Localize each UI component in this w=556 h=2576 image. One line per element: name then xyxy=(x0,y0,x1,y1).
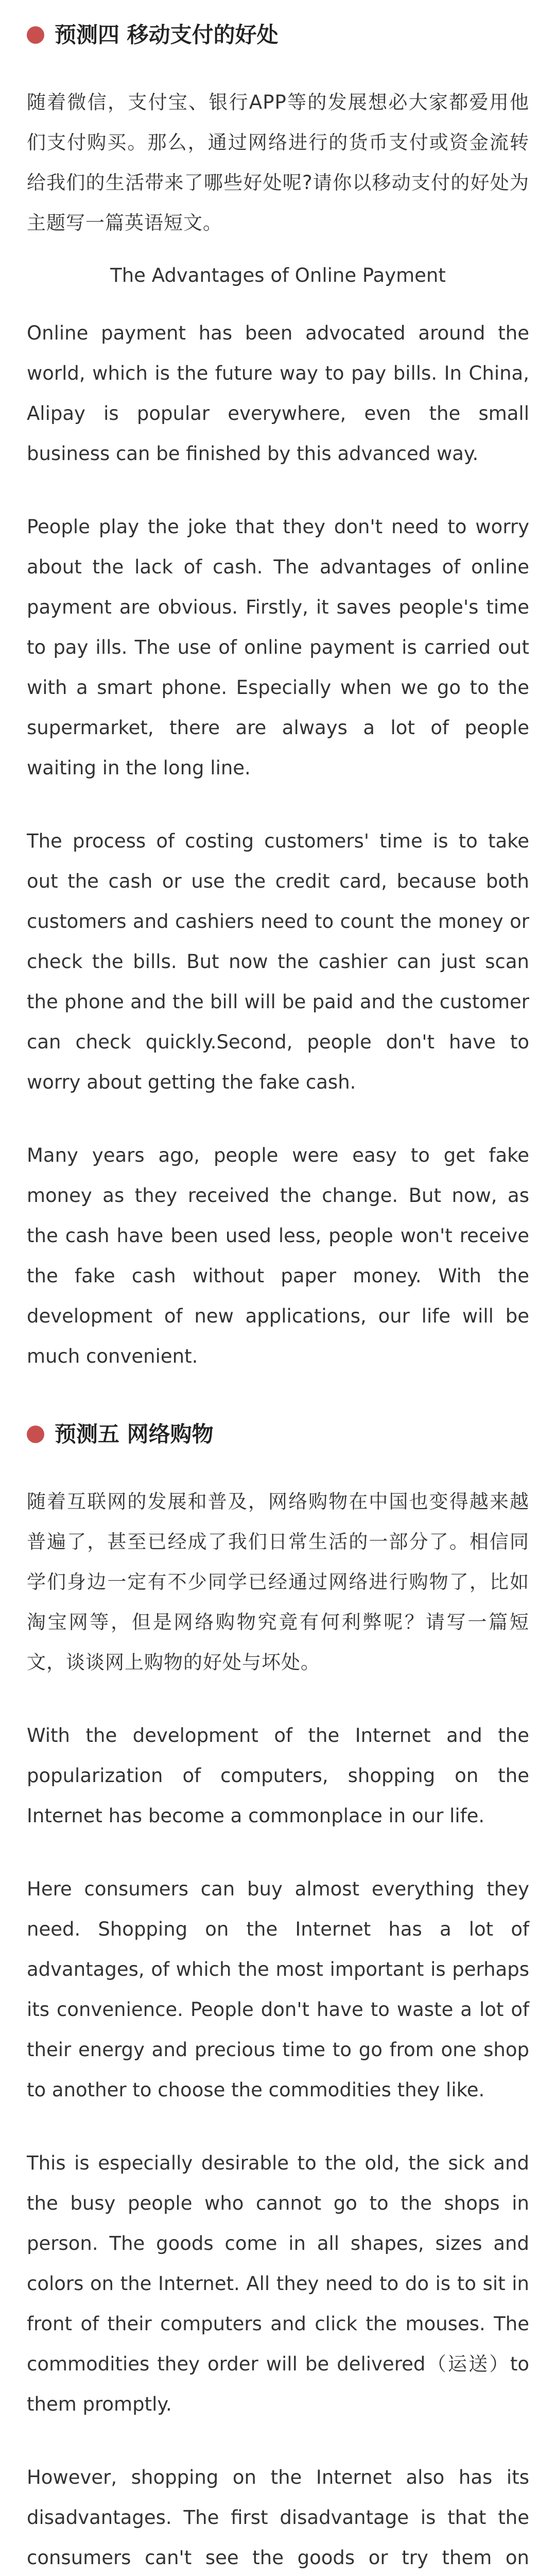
bullet-dot-icon xyxy=(27,26,44,44)
section-gap xyxy=(27,1410,529,1420)
essay-paragraph: Online payment has been advocated around the world, which is the future way to pay bills. In China, Alipay is popular everywhere, even the small business can be finished by this advanced way. xyxy=(27,322,529,465)
essay-paragraph: However, shopping on the Internet also has its disadvantages. The first disadvantage is that the consumers can't see the goods or try them on xyxy=(27,2466,529,2569)
essay-paragraph: The process of costing customers' time is to take out the cash or use the credit card, because both customers and cashiers need to count the money or check the bills. But now the cashier can just scan the phone and the bill will be paid and the customer can check quickly.Second, people don't have to worry about getting the fake cash. xyxy=(27,830,529,1093)
section-intro: 随着微信，支付宝、银行APP等的发展想必大家都爱用他们支付购买。那么，通过网络进行的货币支付或资金流转给我们的生活带来了哪些好处呢?请你以移动支付的好处为主题写一篇英语短文。 xyxy=(27,91,529,234)
essay-paragraph: Here consumers can buy almost everything they need. Shopping on the Internet has a lot of advantages, of which the most important is perhaps its convenience. People don't have to waste a lot of their energy and precious time to go from one shop to another to choose the commodities they like. xyxy=(27,1878,529,2101)
essay-title: The Advantages of Online Payment xyxy=(110,264,446,286)
section-heading-text: 预测四 移动支付的好处 xyxy=(55,22,279,47)
bullet-dot-icon xyxy=(27,1426,44,1443)
essay-paragraph: This is especially desirable to the old, the sick and the busy people who cannot go to the shops in person. The goods come in all shapes, sizes and colors on the Internet. All they need to do is to sit in front of their computers and click the mouses. The commodities they order will be delivered（运送）to them promptly. xyxy=(27,2152,529,2415)
section-intro: 随着互联网的发展和普及，网络购物在中国也变得越来越普遍了，甚至已经成了我们日常生活的一部分了。相信同学们身边一定有不少同学已经通过网络进行购物了，比如淘宝网等，但是网络购物究竟有何利弊呢？请写一篇短文，谈谈网上购物的好处与坏处。 xyxy=(27,1490,529,1673)
section-heading-4 xyxy=(27,21,529,49)
essay-paragraph: With the development of the Internet and the popularization of computers, shopping on the Internet has become a commonplace in our life. xyxy=(27,1724,529,1827)
section-heading-5 xyxy=(27,1420,529,1449)
essay-paragraph: People play the joke that they don't need to worry about the lack of cash. The advantages of online payment are obvious. Firstly, it saves people's time to pay ills. The use of online payment is carried out with a smart phone. Especially when we go to the supermarket, there are always a lot of people waiting in the long line. xyxy=(27,516,529,779)
section-heading-text: 预测五 网络购物 xyxy=(55,1421,214,1447)
essay-paragraph: Many years ago, people were easy to get fake money as they received the change. But now, as the cash have been used less, people won't receive the fake cash without paper money. With the development of new applications, our life will be much convenient. xyxy=(27,1144,529,1367)
